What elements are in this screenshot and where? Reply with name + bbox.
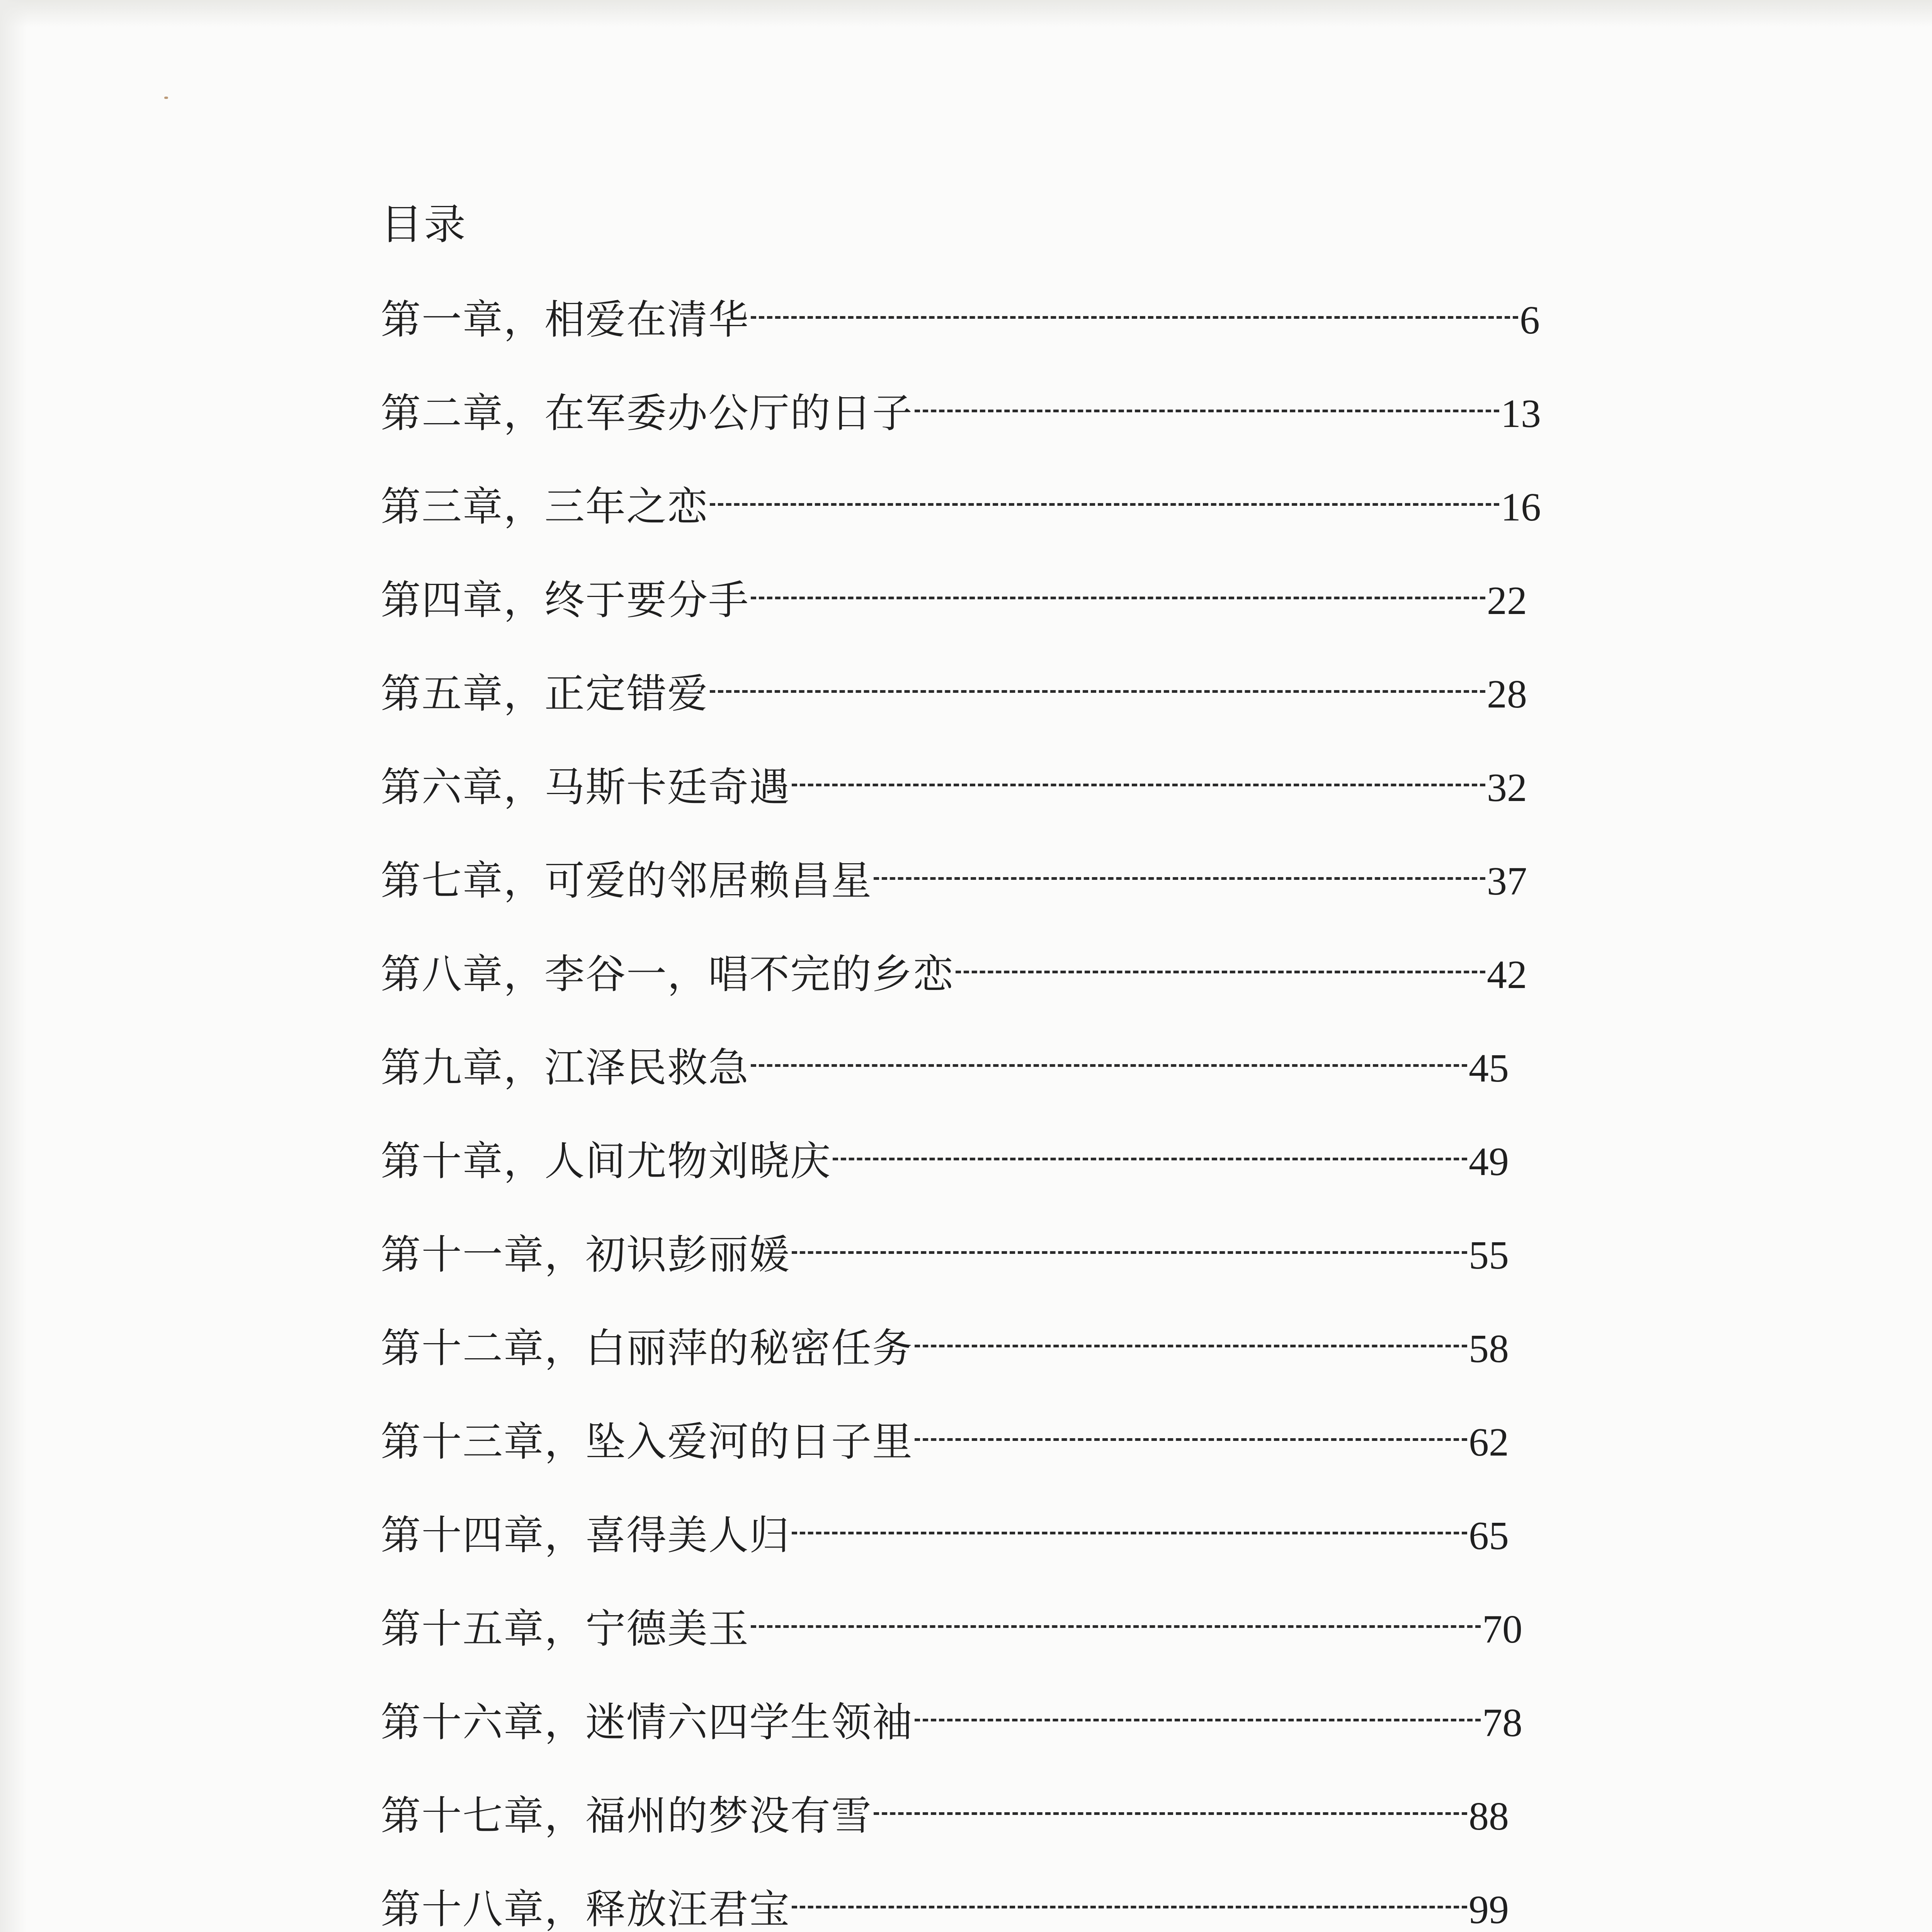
toc-page-number: 13 [1501,391,1541,436]
toc-dot-leader [751,316,1518,319]
toc-page-number: 62 [1469,1420,1509,1464]
toc-page-number: 37 [1487,859,1527,903]
toc-page-number: 99 [1469,1888,1509,1932]
toc-dot-leader [874,1812,1467,1815]
toc-chapter-title: 第三章，三年之恋 [381,483,709,530]
toc-chapter-title: 第十七章，福州的梦没有雪 [381,1792,872,1839]
toc-entry [381,1600,1522,1658]
toc-page-number: 22 [1487,578,1527,623]
toc-chapter-title: 第二章，在军委办公厅的日子 [381,389,913,437]
toc-dot-leader [792,1906,1467,1908]
toc-entry [381,945,1527,1003]
toc-entry [381,1787,1509,1845]
toc-entry [381,291,1540,349]
toc-entry [381,1413,1509,1471]
toc-dot-leader [751,1625,1481,1628]
toc-entry [381,571,1527,629]
toc-page-number: 42 [1487,952,1527,997]
toc-dot-leader [874,877,1485,880]
toc-dot-leader [915,1438,1467,1441]
toc-entry [381,1319,1509,1377]
toc-dot-leader [915,1345,1467,1347]
toc-dot-leader [710,503,1499,506]
toc-chapter-title: 第四章，终于要分手 [381,577,750,624]
toc-chapter-title: 第七章，可爱的邻居赖昌星 [381,857,872,904]
toc-dot-leader [710,690,1485,693]
toc-entry [381,852,1527,910]
toc-page-number: 65 [1469,1514,1509,1558]
toc-page-number: 16 [1501,485,1541,529]
toc-dot-leader [833,1158,1467,1160]
toc-page-number: 32 [1487,765,1527,810]
toc-page-number: 49 [1469,1139,1509,1184]
toc-chapter-title: 第十一章，初识彭丽媛 [381,1231,791,1278]
toc-entry [381,1226,1509,1284]
toc-entry [381,1693,1522,1751]
toc-page-number: 55 [1469,1233,1509,1277]
toc-title: 目录 [381,201,468,249]
toc-entry [381,1132,1509,1190]
toc-dot-leader [915,410,1499,412]
toc-chapter-title: 第十八章，释放汪君宝 [381,1886,791,1932]
toc-page-number: 58 [1469,1327,1509,1371]
toc-page-number: 70 [1482,1607,1522,1651]
scan-speck [164,97,168,99]
toc-dot-leader [792,784,1485,786]
toc-dot-leader [956,971,1485,973]
scan-shadow-left [0,0,27,1932]
toc-chapter-title: 第八章，李谷一，唱不完的乡恋 [381,951,954,998]
toc-dot-leader [792,1251,1467,1254]
scan-shadow-top [0,0,1932,27]
toc-chapter-title: 第十六章，迷情六四学生领袖 [381,1699,913,1746]
toc-chapter-title: 第十章，人间尤物刘晓庆 [381,1138,832,1185]
toc-entry [381,384,1541,442]
toc-dot-leader [792,1532,1467,1534]
toc-entry [381,1880,1509,1932]
toc-chapter-title: 第十三章，坠入爱河的日子里 [381,1418,913,1465]
toc-page-number: 28 [1487,672,1527,716]
toc-chapter-title: 第五章，正定错爱 [381,670,709,717]
toc-chapter-title: 第十五章，宁德美玉 [381,1605,750,1652]
toc-entry [381,1506,1509,1564]
toc-entry [381,478,1541,536]
toc-dot-leader [751,1064,1467,1067]
toc-chapter-title: 第一章，相爱在清华 [381,296,750,343]
toc-chapter-title: 第六章，马斯卡廷奇遇 [381,764,791,811]
toc-page-number: 6 [1520,298,1540,342]
toc-chapter-title: 第十四章，喜得美人归 [381,1512,791,1559]
toc-chapter-title: 第九章，江泽民救急 [381,1044,750,1091]
toc-page-number: 45 [1469,1046,1509,1090]
toc-dot-leader [915,1719,1481,1721]
toc-entry [381,1039,1509,1097]
toc-entry [381,665,1527,723]
toc-page-number: 88 [1469,1794,1509,1838]
toc-page-number: 78 [1482,1701,1522,1745]
toc-entry [381,758,1527,816]
toc-chapter-title: 第十二章，白丽萍的秘密任务 [381,1325,913,1372]
toc-dot-leader [751,597,1485,599]
